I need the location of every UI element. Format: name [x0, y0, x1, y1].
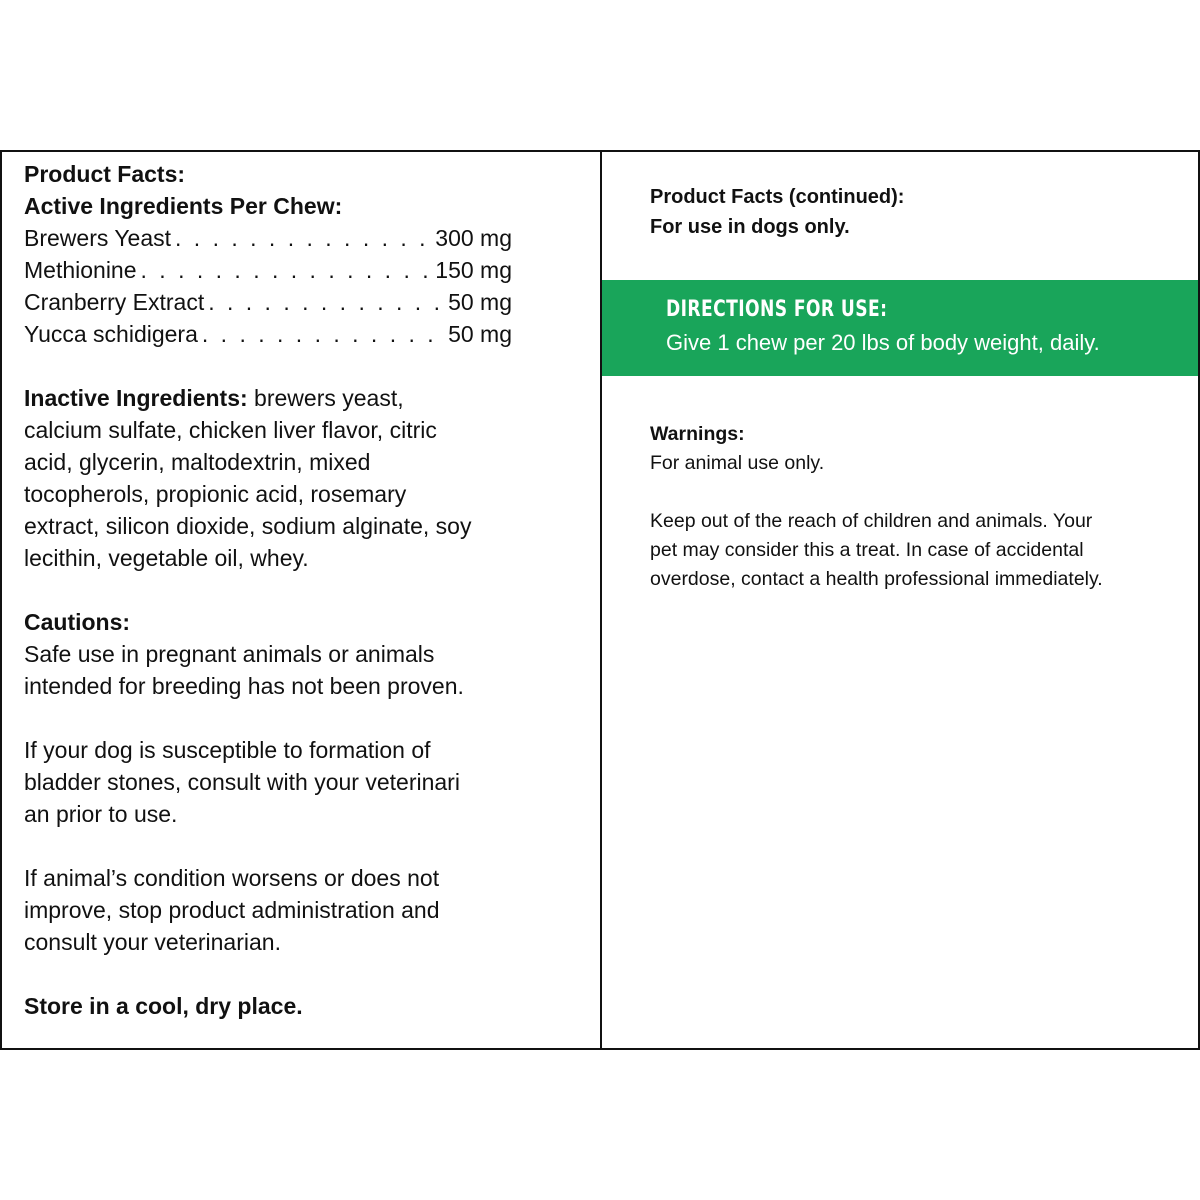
directions-band — [602, 280, 1198, 376]
ingredient-name: Yucca schidigera — [24, 321, 198, 347]
caution-line: improve, stop product administration and — [24, 897, 440, 923]
warning-line: Keep out of the reach of children and animals. Your — [650, 510, 1093, 532]
warning-line: overdose, contact a health professional immediately. — [650, 568, 1103, 590]
warning-line: pet may consider this a treat. In case of accidental — [650, 539, 1084, 561]
inactive-line: brewers yeast, — [247, 385, 404, 411]
inactive-ingredients-label: Inactive Ingredients: — [24, 385, 248, 411]
directions-text: Give 1 chew per 20 lbs of body weight, daily. — [666, 330, 1100, 355]
caution-line: bladder stones, consult with your veterinari — [24, 769, 460, 795]
right-header — [650, 182, 1170, 242]
product-facts-heading: Product Facts: — [24, 161, 186, 187]
label-panel — [0, 150, 1200, 1050]
ingredient-name: Cranberry Extract — [24, 289, 205, 315]
ingredient-amount: 150 mg — [435, 257, 512, 283]
ingredient-row — [24, 222, 512, 254]
ingredient-row — [24, 254, 512, 286]
caution-line: consult your veterinarian. — [24, 929, 281, 955]
dogs-only-note: For use in dogs only. — [650, 216, 850, 238]
ingredient-name: Methionine — [24, 257, 137, 283]
storage-instruction: Store in a cool, dry place. — [24, 993, 303, 1019]
caution-line: If your dog is susceptible to formation of — [24, 737, 431, 763]
ingredient-amount: 50 mg — [448, 289, 512, 315]
product-facts-continued: Product Facts (continued): — [650, 186, 905, 208]
ingredient-name: Brewers Yeast — [24, 225, 172, 251]
leader-dots — [198, 318, 440, 350]
ingredient-row — [24, 286, 512, 318]
leader-dots — [171, 222, 427, 254]
warnings-section — [650, 420, 1170, 594]
inactive-line: lecithin, vegetable oil, whey. — [24, 545, 309, 571]
inactive-line: acid, glycerin, maltodextrin, mixed — [24, 449, 371, 475]
leader-dots — [204, 286, 440, 318]
directions-title: DIRECTIONS FOR USE: — [666, 297, 888, 322]
caution-line: Safe use in pregnant animals or animals — [24, 641, 435, 667]
ingredient-row — [24, 318, 512, 350]
leader-dots — [137, 254, 428, 286]
warnings-heading: Warnings: — [650, 423, 745, 445]
caution-line: intended for breeding has not been proven. — [24, 673, 464, 699]
caution-line: an prior to use. — [24, 801, 178, 827]
left-column — [24, 158, 524, 1022]
inactive-line: calcium sulfate, chicken liver flavor, citric — [24, 417, 437, 443]
ingredient-amount: 50 mg — [448, 321, 512, 347]
ingredient-amount: 300 mg — [435, 225, 512, 251]
cautions-heading: Cautions: — [24, 609, 131, 635]
warning-text: For animal use only. — [650, 452, 825, 474]
inactive-ingredients — [24, 382, 524, 574]
inactive-line: tocopherols, propionic acid, rosemary — [24, 481, 407, 507]
active-ingredients-heading: Active Ingredients Per Chew: — [24, 193, 343, 219]
inactive-line: extract, silicon dioxide, sodium alginate, soy — [24, 513, 472, 539]
caution-line: If animal’s condition worsens or does not — [24, 865, 440, 891]
